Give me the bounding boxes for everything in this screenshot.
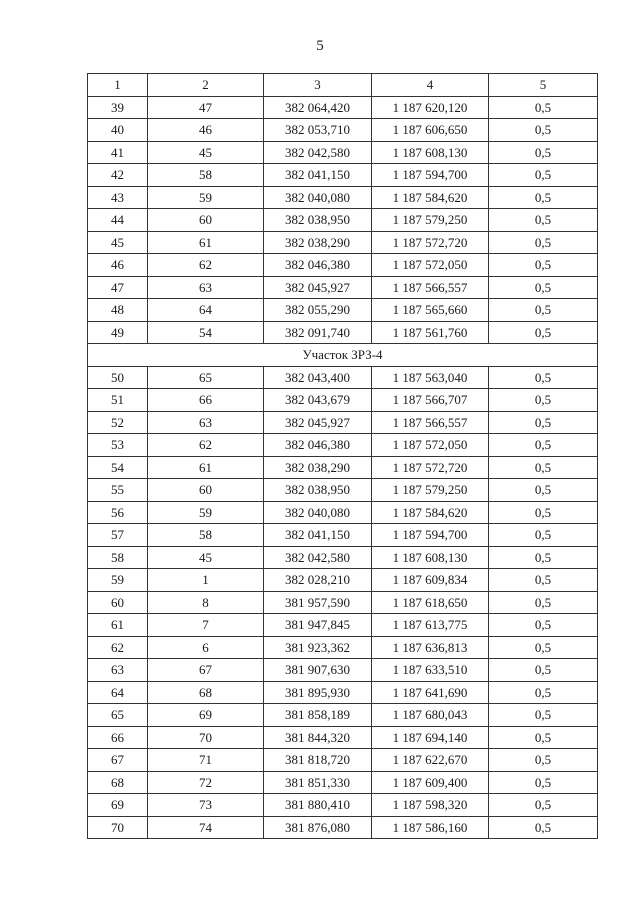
row-number-cell: 65	[88, 704, 148, 727]
table-row	[88, 231, 598, 254]
accuracy-cell: 0,5	[489, 771, 598, 794]
y-coordinate-cell: 1 187 641,690	[372, 681, 489, 704]
coordinates-table	[87, 73, 598, 839]
table-header	[88, 74, 598, 97]
accuracy-cell: 0,5	[489, 411, 598, 434]
table-row	[88, 186, 598, 209]
y-coordinate-cell: 1 187 566,707	[372, 389, 489, 412]
row-number-cell: 40	[88, 119, 148, 142]
row-number-cell: 51	[88, 389, 148, 412]
x-coordinate-cell: 382 055,290	[264, 299, 372, 322]
y-coordinate-cell: 1 187 566,557	[372, 276, 489, 299]
point-number-cell: 65	[148, 366, 264, 389]
table-row	[88, 389, 598, 412]
point-number-cell: 6	[148, 636, 264, 659]
point-number-cell: 70	[148, 726, 264, 749]
section-row	[88, 344, 598, 367]
x-coordinate-cell: 381 907,630	[264, 659, 372, 682]
x-coordinate-cell: 382 042,580	[264, 141, 372, 164]
y-coordinate-cell: 1 187 633,510	[372, 659, 489, 682]
table-row	[88, 164, 598, 187]
x-coordinate-cell: 382 043,679	[264, 389, 372, 412]
row-number-cell: 48	[88, 299, 148, 322]
accuracy-cell: 0,5	[489, 119, 598, 142]
point-number-cell: 68	[148, 681, 264, 704]
row-number-cell: 61	[88, 614, 148, 637]
accuracy-cell: 0,5	[489, 254, 598, 277]
point-number-cell: 8	[148, 591, 264, 614]
y-coordinate-cell: 1 187 609,400	[372, 771, 489, 794]
point-number-cell: 73	[148, 794, 264, 817]
point-number-cell: 61	[148, 231, 264, 254]
table-body-first	[88, 96, 598, 344]
point-number-cell: 60	[148, 479, 264, 502]
row-number-cell: 62	[88, 636, 148, 659]
accuracy-cell: 0,5	[489, 569, 598, 592]
row-number-cell: 66	[88, 726, 148, 749]
table-row	[88, 209, 598, 232]
y-coordinate-cell: 1 187 572,720	[372, 456, 489, 479]
row-number-cell: 43	[88, 186, 148, 209]
accuracy-cell: 0,5	[489, 524, 598, 547]
y-coordinate-cell: 1 187 608,130	[372, 141, 489, 164]
table-row	[88, 794, 598, 817]
x-coordinate-cell: 382 038,950	[264, 479, 372, 502]
point-number-cell: 45	[148, 546, 264, 569]
x-coordinate-cell: 382 045,927	[264, 411, 372, 434]
row-number-cell: 49	[88, 321, 148, 344]
x-coordinate-cell: 382 038,950	[264, 209, 372, 232]
y-coordinate-cell: 1 187 586,160	[372, 816, 489, 839]
header-cell-col1: 1	[88, 74, 148, 97]
point-number-cell: 61	[148, 456, 264, 479]
accuracy-cell: 0,5	[489, 546, 598, 569]
table-row	[88, 456, 598, 479]
table-row	[88, 321, 598, 344]
x-coordinate-cell: 382 046,380	[264, 434, 372, 457]
row-number-cell: 70	[88, 816, 148, 839]
table-row	[88, 659, 598, 682]
row-number-cell: 41	[88, 141, 148, 164]
table-row	[88, 591, 598, 614]
y-coordinate-cell: 1 187 606,650	[372, 119, 489, 142]
row-number-cell: 64	[88, 681, 148, 704]
accuracy-cell: 0,5	[489, 659, 598, 682]
accuracy-cell: 0,5	[489, 704, 598, 727]
y-coordinate-cell: 1 187 620,120	[372, 96, 489, 119]
y-coordinate-cell: 1 187 584,620	[372, 186, 489, 209]
point-number-cell: 58	[148, 524, 264, 547]
point-number-cell: 62	[148, 254, 264, 277]
y-coordinate-cell: 1 187 566,557	[372, 411, 489, 434]
table-row	[88, 569, 598, 592]
row-number-cell: 54	[88, 456, 148, 479]
x-coordinate-cell: 382 040,080	[264, 501, 372, 524]
table-row	[88, 411, 598, 434]
x-coordinate-cell: 382 045,927	[264, 276, 372, 299]
row-number-cell: 39	[88, 96, 148, 119]
point-number-cell: 66	[148, 389, 264, 412]
x-coordinate-cell: 382 041,150	[264, 524, 372, 547]
y-coordinate-cell: 1 187 694,140	[372, 726, 489, 749]
x-coordinate-cell: 381 818,720	[264, 749, 372, 772]
row-number-cell: 60	[88, 591, 148, 614]
row-number-cell: 59	[88, 569, 148, 592]
y-coordinate-cell: 1 187 561,760	[372, 321, 489, 344]
x-coordinate-cell: 381 880,410	[264, 794, 372, 817]
table-row	[88, 524, 598, 547]
accuracy-cell: 0,5	[489, 794, 598, 817]
table-row	[88, 299, 598, 322]
accuracy-cell: 0,5	[489, 299, 598, 322]
table-row	[88, 681, 598, 704]
table-row	[88, 366, 598, 389]
table-row	[88, 96, 598, 119]
y-coordinate-cell: 1 187 584,620	[372, 501, 489, 524]
point-number-cell: 67	[148, 659, 264, 682]
accuracy-cell: 0,5	[489, 726, 598, 749]
x-coordinate-cell: 382 064,420	[264, 96, 372, 119]
point-number-cell: 71	[148, 749, 264, 772]
row-number-cell: 57	[88, 524, 148, 547]
accuracy-cell: 0,5	[489, 389, 598, 412]
y-coordinate-cell: 1 187 609,834	[372, 569, 489, 592]
header-cell-col4: 4	[372, 74, 489, 97]
accuracy-cell: 0,5	[489, 96, 598, 119]
x-coordinate-cell: 382 028,210	[264, 569, 372, 592]
point-number-cell: 7	[148, 614, 264, 637]
y-coordinate-cell: 1 187 563,040	[372, 366, 489, 389]
x-coordinate-cell: 382 091,740	[264, 321, 372, 344]
accuracy-cell: 0,5	[489, 231, 598, 254]
table-row	[88, 636, 598, 659]
point-number-cell: 58	[148, 164, 264, 187]
point-number-cell: 54	[148, 321, 264, 344]
row-number-cell: 45	[88, 231, 148, 254]
x-coordinate-cell: 382 042,580	[264, 546, 372, 569]
y-coordinate-cell: 1 187 680,043	[372, 704, 489, 727]
section-row-group	[88, 344, 598, 367]
section-title: Участок ЗРЗ-4	[88, 344, 598, 367]
table-row	[88, 119, 598, 142]
table-row	[88, 816, 598, 839]
table-row	[88, 546, 598, 569]
row-number-cell: 55	[88, 479, 148, 502]
y-coordinate-cell: 1 187 636,813	[372, 636, 489, 659]
point-number-cell: 69	[148, 704, 264, 727]
table-row	[88, 726, 598, 749]
y-coordinate-cell: 1 187 622,670	[372, 749, 489, 772]
x-coordinate-cell: 382 038,290	[264, 456, 372, 479]
header-row	[88, 74, 598, 97]
table-row	[88, 276, 598, 299]
point-number-cell: 59	[148, 501, 264, 524]
row-number-cell: 67	[88, 749, 148, 772]
row-number-cell: 58	[88, 546, 148, 569]
y-coordinate-cell: 1 187 579,250	[372, 209, 489, 232]
accuracy-cell: 0,5	[489, 321, 598, 344]
point-number-cell: 45	[148, 141, 264, 164]
table-row	[88, 479, 598, 502]
accuracy-cell: 0,5	[489, 141, 598, 164]
point-number-cell: 46	[148, 119, 264, 142]
y-coordinate-cell: 1 187 579,250	[372, 479, 489, 502]
header-cell-col2: 2	[148, 74, 264, 97]
point-number-cell: 74	[148, 816, 264, 839]
header-cell-col3: 3	[264, 74, 372, 97]
x-coordinate-cell: 381 947,845	[264, 614, 372, 637]
table-row	[88, 771, 598, 794]
row-number-cell: 46	[88, 254, 148, 277]
accuracy-cell: 0,5	[489, 434, 598, 457]
y-coordinate-cell: 1 187 594,700	[372, 164, 489, 187]
y-coordinate-cell: 1 187 598,320	[372, 794, 489, 817]
row-number-cell: 47	[88, 276, 148, 299]
point-number-cell: 59	[148, 186, 264, 209]
accuracy-cell: 0,5	[489, 749, 598, 772]
x-coordinate-cell: 382 040,080	[264, 186, 372, 209]
y-coordinate-cell: 1 187 565,660	[372, 299, 489, 322]
x-coordinate-cell: 382 046,380	[264, 254, 372, 277]
accuracy-cell: 0,5	[489, 479, 598, 502]
x-coordinate-cell: 381 876,080	[264, 816, 372, 839]
row-number-cell: 44	[88, 209, 148, 232]
accuracy-cell: 0,5	[489, 816, 598, 839]
row-number-cell: 50	[88, 366, 148, 389]
x-coordinate-cell: 381 851,330	[264, 771, 372, 794]
x-coordinate-cell: 382 043,400	[264, 366, 372, 389]
accuracy-cell: 0,5	[489, 681, 598, 704]
y-coordinate-cell: 1 187 594,700	[372, 524, 489, 547]
x-coordinate-cell: 381 923,362	[264, 636, 372, 659]
table-row	[88, 434, 598, 457]
accuracy-cell: 0,5	[489, 209, 598, 232]
table-row	[88, 749, 598, 772]
y-coordinate-cell: 1 187 608,130	[372, 546, 489, 569]
accuracy-cell: 0,5	[489, 186, 598, 209]
x-coordinate-cell: 382 041,150	[264, 164, 372, 187]
x-coordinate-cell: 381 957,590	[264, 591, 372, 614]
accuracy-cell: 0,5	[489, 276, 598, 299]
table-row	[88, 254, 598, 277]
x-coordinate-cell: 381 895,930	[264, 681, 372, 704]
row-number-cell: 69	[88, 794, 148, 817]
row-number-cell: 42	[88, 164, 148, 187]
x-coordinate-cell: 381 844,320	[264, 726, 372, 749]
y-coordinate-cell: 1 187 613,775	[372, 614, 489, 637]
row-number-cell: 56	[88, 501, 148, 524]
point-number-cell: 60	[148, 209, 264, 232]
accuracy-cell: 0,5	[489, 636, 598, 659]
y-coordinate-cell: 1 187 572,720	[372, 231, 489, 254]
table-body-second	[88, 366, 598, 839]
y-coordinate-cell: 1 187 572,050	[372, 254, 489, 277]
page-number: 5	[316, 38, 324, 54]
table-row	[88, 704, 598, 727]
point-number-cell: 1	[148, 569, 264, 592]
x-coordinate-cell: 382 053,710	[264, 119, 372, 142]
accuracy-cell: 0,5	[489, 456, 598, 479]
y-coordinate-cell: 1 187 572,050	[372, 434, 489, 457]
header-cell-col5: 5	[489, 74, 598, 97]
accuracy-cell: 0,5	[489, 591, 598, 614]
point-number-cell: 72	[148, 771, 264, 794]
row-number-cell: 63	[88, 659, 148, 682]
accuracy-cell: 0,5	[489, 614, 598, 637]
accuracy-cell: 0,5	[489, 501, 598, 524]
row-number-cell: 52	[88, 411, 148, 434]
y-coordinate-cell: 1 187 618,650	[372, 591, 489, 614]
row-number-cell: 68	[88, 771, 148, 794]
table-row	[88, 141, 598, 164]
x-coordinate-cell: 381 858,189	[264, 704, 372, 727]
accuracy-cell: 0,5	[489, 366, 598, 389]
row-number-cell: 53	[88, 434, 148, 457]
table-row	[88, 614, 598, 637]
point-number-cell: 64	[148, 299, 264, 322]
table-row	[88, 501, 598, 524]
accuracy-cell: 0,5	[489, 164, 598, 187]
point-number-cell: 63	[148, 276, 264, 299]
point-number-cell: 47	[148, 96, 264, 119]
point-number-cell: 63	[148, 411, 264, 434]
point-number-cell: 62	[148, 434, 264, 457]
x-coordinate-cell: 382 038,290	[264, 231, 372, 254]
